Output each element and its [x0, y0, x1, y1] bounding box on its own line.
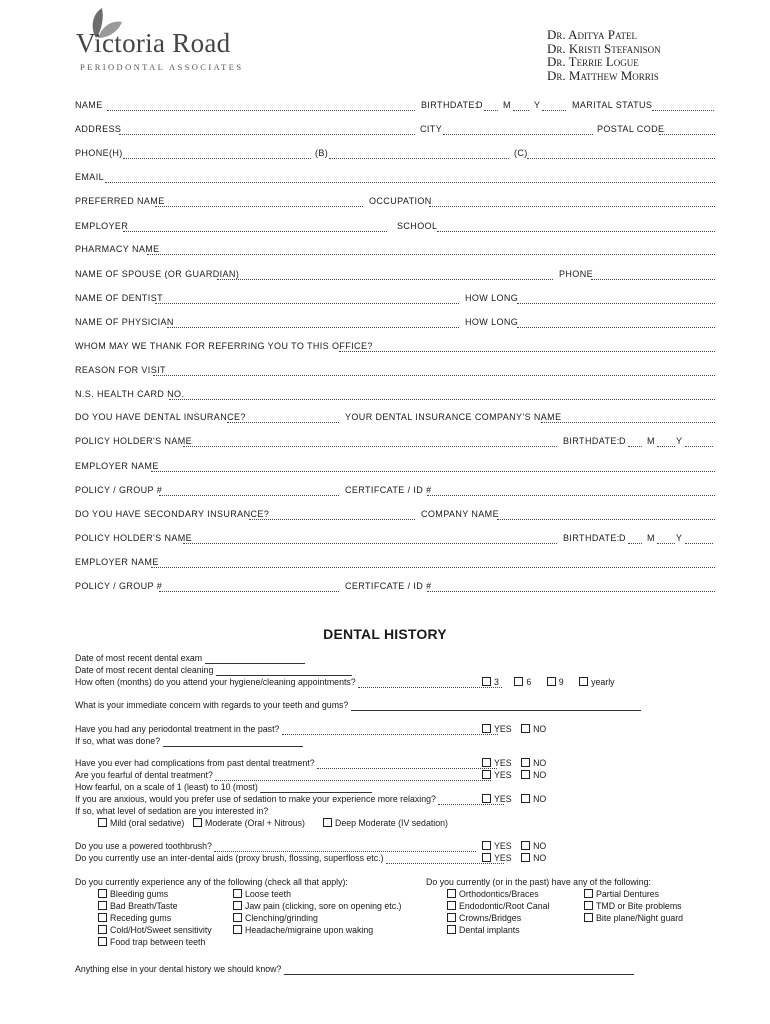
- email-row: [75, 172, 715, 186]
- how-fearful-field[interactable]: [260, 784, 372, 793]
- option-label: 3: [494, 677, 499, 687]
- perio-yes-no: [482, 724, 546, 735]
- insurance-company-field[interactable]: [541, 422, 715, 423]
- exam-date-field[interactable]: [205, 655, 305, 664]
- employer-label: EMPLOYER: [75, 221, 129, 231]
- option-label: TMD or Bite problems: [596, 901, 682, 911]
- checkbox[interactable]: [547, 677, 556, 686]
- physician-how-long-field[interactable]: [517, 327, 715, 328]
- physician-field[interactable]: [167, 327, 459, 328]
- policy-holder-label: POLICY HOLDER'S NAME: [75, 436, 193, 446]
- perio-label: Have you had any periodontal treatment in the past?: [75, 724, 280, 734]
- how-fearful-line: [75, 782, 372, 793]
- exp-col1-item[interactable]: [98, 937, 205, 948]
- physician-how-long-label: HOW LONG: [465, 317, 519, 327]
- frequency-options: [482, 677, 615, 688]
- no-label: NO: [533, 770, 547, 780]
- checkbox[interactable]: [98, 937, 107, 946]
- checkbox[interactable]: [233, 925, 242, 934]
- certificate-2-field[interactable]: [427, 591, 715, 592]
- yes-checkbox[interactable]: [482, 724, 491, 733]
- yes-checkbox[interactable]: [482, 758, 491, 767]
- dental-insurance-row: [75, 412, 715, 426]
- no-label: NO: [533, 758, 547, 768]
- doctor-name: Dr. Terrie Logue: [547, 54, 639, 69]
- pharmacy-label: PHARMACY NAME: [75, 244, 160, 254]
- year-label: Y: [676, 436, 683, 446]
- freq-6-option[interactable]: [514, 677, 531, 687]
- policy-group-2-row: [75, 581, 715, 595]
- dentist-row: [75, 293, 715, 307]
- secondary-insurance-field[interactable]: [249, 519, 415, 520]
- exp-col1-item[interactable]: [98, 925, 212, 936]
- sed-mild-option[interactable]: [98, 818, 184, 829]
- year-label: Y: [534, 100, 541, 110]
- exp-col2-item[interactable]: [233, 901, 401, 912]
- dental-history-title: DENTAL HISTORY: [323, 626, 447, 642]
- checkbox[interactable]: [233, 901, 242, 910]
- business-phone-field[interactable]: [329, 158, 509, 159]
- secondary-insurance-row: [75, 509, 715, 523]
- preferred-row: [75, 196, 715, 210]
- occupation-field[interactable]: [429, 206, 715, 207]
- checkbox[interactable]: [584, 889, 593, 898]
- option-label: Moderate (Oral + Nitrous): [205, 818, 305, 828]
- fearful-line: [75, 770, 491, 781]
- have-col1-item[interactable]: [447, 913, 521, 924]
- what-done-line: [75, 736, 303, 747]
- spouse-label: NAME OF SPOUSE (OR GUARDIAN): [75, 269, 240, 279]
- address-row: [75, 124, 715, 138]
- option-label: 6: [526, 677, 532, 687]
- option-label: Headache/migraine upon waking: [245, 925, 374, 935]
- leader-dots: [282, 726, 498, 735]
- pharmacy-field[interactable]: [147, 254, 715, 255]
- month-label: M: [647, 533, 655, 543]
- dentist-label: NAME OF DENTIST: [75, 293, 164, 303]
- have-col2-item[interactable]: [584, 901, 682, 912]
- email-label: EMAIL: [75, 172, 105, 182]
- holder-birthdate-label: BIRTHDATE:: [563, 533, 620, 543]
- interdental-yes-no: [482, 853, 546, 864]
- option-label: Endodontic/Root Canal: [459, 901, 550, 911]
- yes-label: YES: [494, 794, 512, 804]
- occupation-label: OCCUPATION: [369, 196, 432, 206]
- checkbox[interactable]: [323, 818, 332, 827]
- holder-day-field[interactable]: [628, 446, 642, 447]
- yes-label: YES: [494, 853, 512, 863]
- business-label: (B): [315, 148, 329, 158]
- reason-row: [75, 365, 715, 379]
- spouse-phone-field[interactable]: [591, 279, 715, 280]
- policy-holder-2-field[interactable]: [183, 543, 557, 544]
- dentist-how-long-field[interactable]: [517, 303, 715, 304]
- physician-row: [75, 317, 715, 331]
- logo-subtitle: PERIODONTAL ASSOCIATES: [80, 62, 244, 72]
- checkbox[interactable]: [98, 901, 107, 910]
- holder-birthdate-label: BIRTHDATE:: [563, 436, 620, 446]
- company-name-label: COMPANY NAME: [421, 509, 499, 519]
- yes-checkbox[interactable]: [482, 794, 491, 803]
- fearful-label: Are you fearful of dental treatment?: [75, 770, 213, 780]
- spouse-row: [75, 269, 715, 283]
- option-label: Bad Breath/Taste: [110, 901, 178, 911]
- anything-label: Anything else in your dental history we should know?: [75, 964, 282, 974]
- spouse-phone-label: PHONE: [559, 269, 594, 279]
- policy-group-row: [75, 485, 715, 499]
- referring-row: [75, 341, 715, 355]
- holder-year-field[interactable]: [685, 446, 713, 447]
- exp-col1-item[interactable]: [98, 913, 171, 924]
- certificate-label: CERTIFCATE / ID #: [345, 581, 432, 591]
- city-field[interactable]: [443, 134, 593, 135]
- checkbox[interactable]: [447, 889, 456, 898]
- reason-label: REASON FOR VISIT: [75, 365, 166, 375]
- health-card-row: [75, 389, 715, 403]
- option-label: Bleeding gums: [110, 889, 169, 899]
- checkbox[interactable]: [98, 818, 107, 827]
- policy-group-2-field[interactable]: [159, 591, 339, 592]
- checkbox[interactable]: [447, 925, 456, 934]
- employer-name-field[interactable]: [151, 471, 715, 472]
- cell-phone-field[interactable]: [527, 158, 715, 159]
- anything-line: [75, 964, 634, 975]
- employer-name-2-field[interactable]: [151, 567, 715, 568]
- no-label: NO: [533, 794, 547, 804]
- have-col1-item[interactable]: [447, 925, 520, 936]
- school-field[interactable]: [437, 231, 715, 232]
- insurance-company-label: YOUR DENTAL INSURANCE COMPANY'S NAME: [345, 412, 562, 422]
- leader-dots: [215, 772, 491, 781]
- month-label: M: [647, 436, 655, 446]
- no-checkbox[interactable]: [521, 794, 530, 803]
- experience-label: Do you currently experience any of the following (check all that apply):: [75, 877, 348, 887]
- checkbox[interactable]: [233, 889, 242, 898]
- checkbox[interactable]: [447, 901, 456, 910]
- employer-row: [75, 221, 715, 235]
- option-label: Cold/Hot/Sweet sensitivity: [110, 925, 212, 935]
- dental-insurance-label: DO YOU HAVE DENTAL INSURANCE?: [75, 412, 246, 422]
- yes-checkbox[interactable]: [482, 853, 491, 862]
- complications-line: [75, 758, 497, 769]
- no-label: NO: [533, 841, 547, 851]
- birthdate-label: BIRTHDATE:: [421, 100, 478, 110]
- policy-holder-row: [75, 436, 715, 450]
- yes-label: YES: [494, 724, 512, 734]
- phone-row: [75, 148, 715, 162]
- option-label: Dental implants: [459, 925, 520, 935]
- checkbox[interactable]: [584, 913, 593, 922]
- exp-col2-item[interactable]: [233, 925, 373, 936]
- have-col1-item[interactable]: [447, 889, 539, 900]
- email-field[interactable]: [105, 182, 715, 183]
- policy-holder-field[interactable]: [183, 446, 557, 447]
- policy-group-field[interactable]: [159, 495, 339, 496]
- sedation-label: If you are anxious, would you prefer use of sedation to make your experience more relaxing?: [75, 794, 436, 804]
- how-fearful-label: How fearful, on a scale of 1 (least) to 10 (most): [75, 782, 258, 792]
- spouse-field[interactable]: [217, 279, 553, 280]
- option-label: Jaw pain (clicking, sore on opening etc.): [245, 901, 402, 911]
- leader-dots: [317, 760, 497, 769]
- exam-label: Date of most recent dental exam: [75, 653, 203, 663]
- option-label: Receding gums: [110, 913, 172, 923]
- sedation-line: [75, 794, 504, 805]
- checkbox[interactable]: [579, 677, 588, 686]
- sed-moderate-option[interactable]: [193, 818, 305, 829]
- complications-label: Have you ever had complications from past dental treatment?: [75, 758, 315, 768]
- anything-field[interactable]: [284, 966, 634, 975]
- no-checkbox[interactable]: [521, 724, 530, 733]
- company-name-field[interactable]: [497, 519, 715, 520]
- yes-checkbox[interactable]: [482, 770, 491, 779]
- holder-2-year-field[interactable]: [685, 543, 713, 544]
- postal-label: POSTAL CODE: [597, 124, 665, 134]
- doctor-name: Dr. Aditya Patel: [547, 27, 638, 42]
- option-label: yearly: [591, 677, 615, 687]
- option-label: Deep Moderate (IV sedation): [335, 818, 448, 828]
- no-checkbox[interactable]: [521, 758, 530, 767]
- policy-holder-2-row: [75, 533, 715, 547]
- employer-name-label: EMPLOYER NAME: [75, 461, 159, 471]
- powered-yes-no: [482, 841, 546, 852]
- interdental-label: Do you currently use an inter-dental aids (proxy brush, flossing, superfloss etc.): [75, 853, 384, 863]
- leader-dots: [358, 679, 502, 688]
- birth-year-field[interactable]: [542, 110, 566, 111]
- what-done-field[interactable]: [163, 738, 303, 747]
- checkbox[interactable]: [193, 818, 202, 827]
- yes-label: YES: [494, 758, 512, 768]
- complications-yes-no: [482, 758, 546, 769]
- yes-label: YES: [494, 841, 512, 851]
- employer-field[interactable]: [123, 231, 387, 232]
- reason-field[interactable]: [153, 375, 715, 376]
- pharmacy-row: [75, 244, 715, 258]
- no-checkbox[interactable]: [521, 853, 530, 862]
- exp-col1-item[interactable]: [98, 901, 177, 912]
- no-label: NO: [533, 724, 547, 734]
- checkbox[interactable]: [584, 901, 593, 910]
- checkbox[interactable]: [98, 925, 107, 934]
- no-checkbox[interactable]: [521, 841, 530, 850]
- dental-insurance-field[interactable]: [227, 422, 339, 423]
- powered-line: [75, 841, 476, 852]
- address-field[interactable]: [119, 134, 415, 135]
- referring-label: WHOM MAY WE THANK FOR REFERRING YOU TO THIS OFFICE?: [75, 341, 373, 351]
- option-label: Crowns/Bridges: [459, 913, 522, 923]
- city-label: CITY: [420, 124, 443, 134]
- day-label: D: [476, 100, 483, 110]
- month-label: M: [503, 100, 511, 110]
- powered-label: Do you use a powered toothbrush?: [75, 841, 212, 851]
- health-card-field[interactable]: [169, 399, 715, 400]
- option-label: Partial Dentures: [596, 889, 660, 899]
- doctor-list: [547, 28, 661, 82]
- day-label: D: [619, 436, 626, 446]
- sedation-yes-no: [482, 794, 546, 805]
- birth-day-field[interactable]: [484, 110, 498, 111]
- checkbox[interactable]: [447, 913, 456, 922]
- policy-holder-label: POLICY HOLDER'S NAME: [75, 533, 193, 543]
- holder-2-month-field[interactable]: [657, 543, 675, 544]
- checkbox[interactable]: [514, 677, 523, 686]
- no-checkbox[interactable]: [521, 770, 530, 779]
- have-col2-item[interactable]: [584, 889, 659, 900]
- cleaning-date-field[interactable]: [216, 667, 352, 676]
- dentist-how-long-label: HOW LONG: [465, 293, 519, 303]
- health-card-label: N.S. HEALTH CARD NO.: [75, 389, 185, 399]
- employer-name-2-row: [75, 557, 715, 571]
- what-done-label: If so, what was done?: [75, 736, 161, 746]
- freq-yearly-option[interactable]: [579, 677, 614, 687]
- exp-col2-item[interactable]: [233, 913, 318, 924]
- freq-9-option[interactable]: [547, 677, 564, 687]
- school-label: SCHOOL: [397, 221, 438, 231]
- have-label: Do you currently (or in the past) have any of the following:: [426, 877, 651, 887]
- year-label: Y: [676, 533, 683, 543]
- have-col1-item[interactable]: [447, 901, 549, 912]
- marital-field[interactable]: [652, 110, 714, 111]
- employer-name-label: EMPLOYER NAME: [75, 557, 159, 567]
- leader-dots: [214, 843, 476, 852]
- cleaning-line: [75, 665, 352, 676]
- doctor-name: Dr. Kristi Stefanison: [547, 40, 661, 56]
- concern-field[interactable]: [351, 702, 641, 711]
- option-label: 9: [558, 677, 564, 687]
- how-often-line: [75, 677, 502, 688]
- cleaning-label: Date of most recent dental cleaning: [75, 665, 214, 675]
- certificate-label: CERTIFCATE / ID #: [345, 485, 432, 495]
- address-label: ADDRESS: [75, 124, 122, 134]
- home-phone-field[interactable]: [123, 158, 311, 159]
- concern-line: [75, 700, 641, 711]
- sed-deep-option[interactable]: [323, 818, 448, 829]
- birth-month-field[interactable]: [513, 110, 529, 111]
- have-col2-item[interactable]: [584, 913, 683, 924]
- option-label: Bite plane/Night guard: [596, 913, 684, 923]
- secondary-insurance-label: DO YOU HAVE SECONDARY INSURANCE?: [75, 509, 270, 519]
- name-label: NAME: [75, 100, 103, 110]
- cell-label: (C): [514, 148, 528, 158]
- option-label: Mild (oral sedative): [110, 818, 185, 828]
- holder-month-field[interactable]: [657, 446, 675, 447]
- exam-line: [75, 653, 305, 664]
- option-label: Orthodontics/Braces: [459, 889, 539, 899]
- perio-line: [75, 724, 498, 735]
- checkbox[interactable]: [98, 913, 107, 922]
- no-label: NO: [533, 853, 547, 863]
- postal-field[interactable]: [659, 134, 715, 135]
- exp-col1-item[interactable]: [98, 889, 168, 900]
- yes-checkbox[interactable]: [482, 841, 491, 850]
- day-label: D: [619, 533, 626, 543]
- checkbox[interactable]: [98, 889, 107, 898]
- home-label: (H): [109, 148, 123, 158]
- preferred-label: PREFERRED NAME: [75, 196, 165, 206]
- holder-2-day-field[interactable]: [628, 543, 642, 544]
- concern-label: What is your immediate concern with regards to your teeth and gums?: [75, 700, 349, 710]
- employer-name-row: [75, 461, 715, 475]
- option-label: Food trap between teeth: [110, 937, 206, 947]
- dentist-field[interactable]: [155, 303, 459, 304]
- phone-label: PHONE: [75, 148, 110, 158]
- marital-label: MARITAL STATUS: [572, 100, 653, 110]
- policy-group-label: POLICY / GROUP #: [75, 485, 163, 495]
- option-label: Loose teeth: [245, 889, 291, 899]
- preferred-field[interactable]: [155, 206, 363, 207]
- doctor-name: Dr. Matthew Morris: [547, 67, 659, 83]
- checkbox[interactable]: [482, 677, 491, 686]
- name-row: [75, 100, 715, 114]
- fearful-yes-no: [482, 770, 546, 781]
- name-field[interactable]: [107, 110, 415, 111]
- referring-field[interactable]: [339, 351, 715, 352]
- interdental-line: [75, 853, 504, 864]
- sedation-level-label: If so, what level of sedation are you interested in?: [75, 806, 269, 816]
- physician-label: NAME OF PHYSICIAN: [75, 317, 174, 327]
- yes-label: YES: [494, 770, 512, 780]
- checkbox[interactable]: [233, 913, 242, 922]
- option-label: Clenching/grinding: [245, 913, 318, 923]
- how-often-label: How often (months) do you attend your hygiene/cleaning appointments?: [75, 677, 356, 687]
- exp-col2-item[interactable]: [233, 889, 291, 900]
- certificate-field[interactable]: [427, 495, 715, 496]
- freq-3-option[interactable]: [482, 677, 499, 687]
- logo-name: Victoria Road: [76, 28, 231, 58]
- policy-group-label: POLICY / GROUP #: [75, 581, 163, 591]
